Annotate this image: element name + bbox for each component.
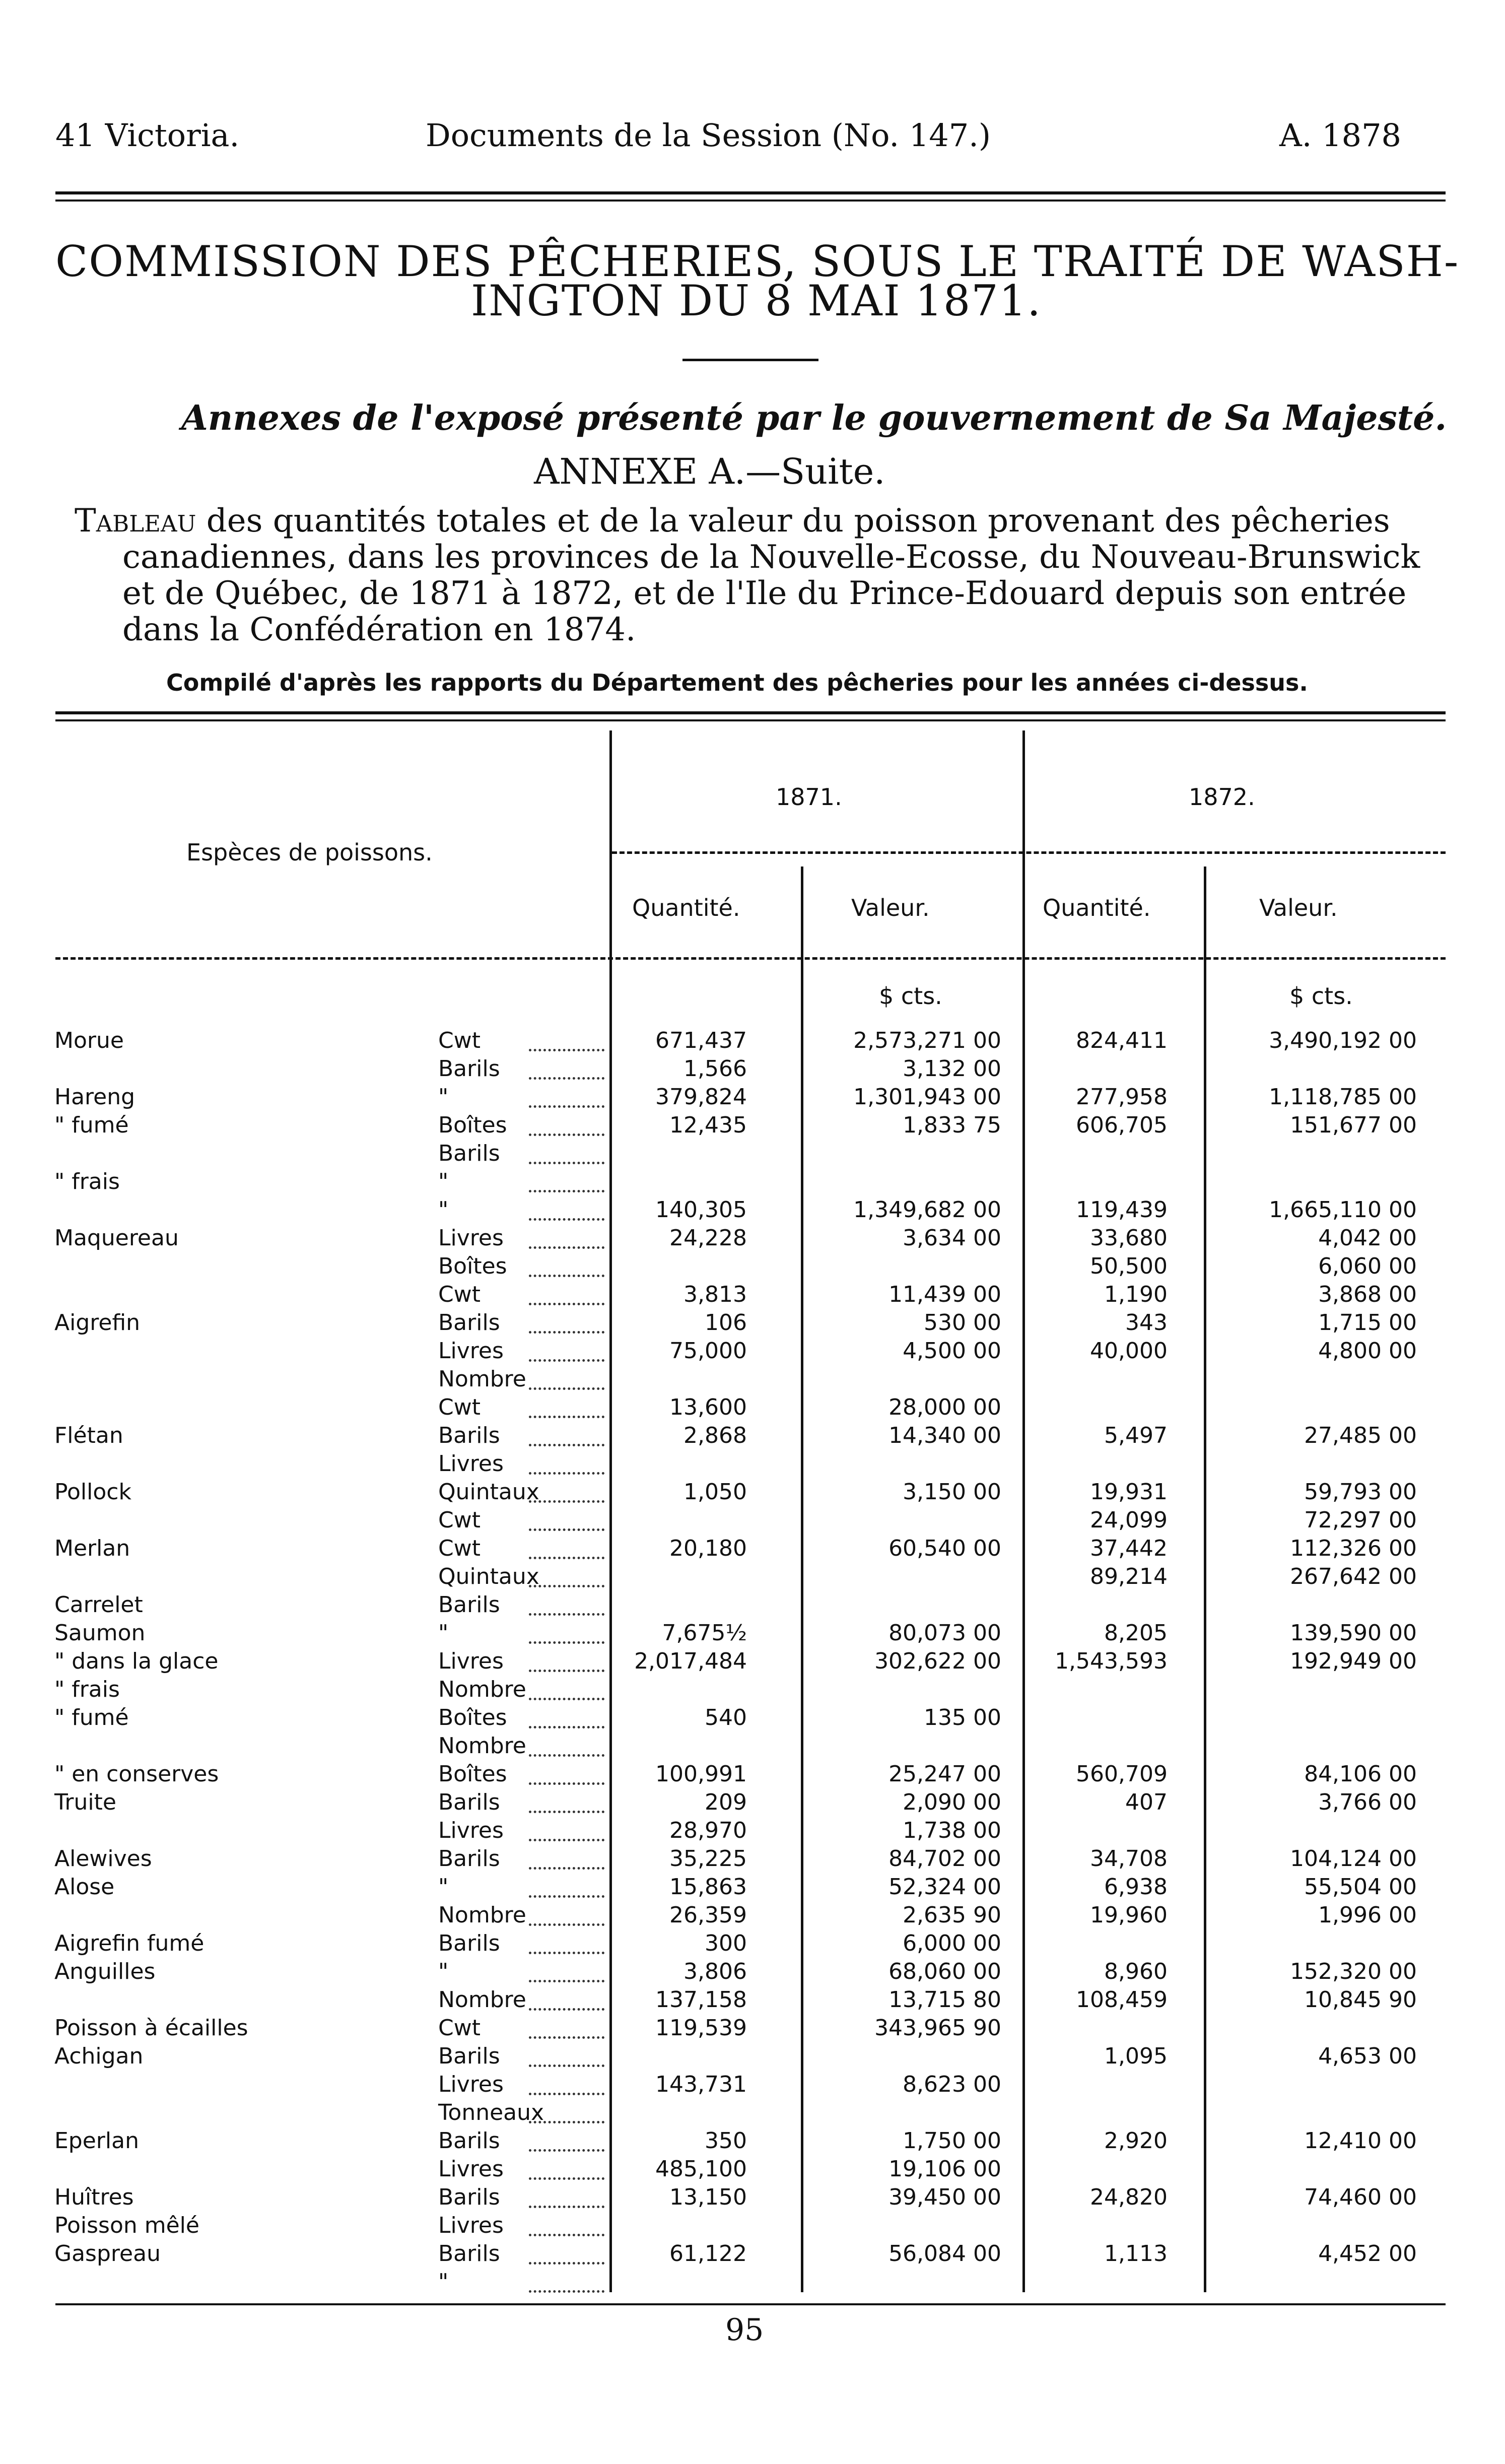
value-1871: 25,247 00	[888, 1761, 1001, 1787]
qty-1872: 8,960	[1104, 1959, 1168, 1984]
leader-dots	[529, 2234, 604, 2236]
qty-1871: 7,675½	[662, 1620, 747, 1646]
intro-text: des quantités totales et de la valeur du poisson provenant des pêcheries canadiennes, dans les provinces de la Nouvelle-Ecosse, du Nouveau-Brunswick et de Québec, de 1871 à 1872, et de l'Ile du Prince-Edouard depuis son entrée dans la Confédération en 1874.	[122, 502, 1420, 648]
value-1872: 1,715 00	[1318, 1310, 1417, 1336]
qty-1871: 106	[705, 1310, 747, 1336]
value-1871: 13,715 80	[888, 1987, 1001, 2013]
qty-1871: 209	[705, 1789, 747, 1815]
leader-dots	[529, 1698, 604, 1700]
leader-dots	[529, 1331, 604, 1334]
unit-label: Barils	[438, 1592, 500, 1618]
col-line-3	[1022, 730, 1025, 2292]
leader-dots	[529, 1105, 604, 1108]
qty-1871: 379,824	[655, 1084, 747, 1110]
species-label: Pollock	[54, 1479, 131, 1505]
unit-label: Barils	[438, 2184, 500, 2210]
value-1872: 151,677 00	[1290, 1112, 1417, 1138]
value-1871: 1,738 00	[903, 1818, 1001, 1843]
unit-label: Cwt	[438, 1282, 481, 1307]
qty-1872: 24,820	[1090, 2184, 1168, 2210]
qty-1871-header: Quantité.	[632, 894, 740, 921]
qty-1872: 19,931	[1090, 1479, 1168, 1505]
val-1872-header: Valeur.	[1259, 894, 1338, 921]
leader-dots	[529, 1839, 604, 1841]
unit-label: Boîtes	[438, 1253, 507, 1279]
value-1871: 2,090 00	[903, 1789, 1001, 1815]
value-1871: 19,106 00	[888, 2156, 1001, 2182]
value-1871: 1,301,943 00	[853, 1084, 1001, 1110]
leader-dots	[529, 2290, 604, 2293]
unit-label: Boîtes	[438, 1761, 507, 1787]
table-rule-top2	[55, 719, 1446, 721]
unit-label: "	[438, 2269, 449, 2295]
leader-dots	[529, 1444, 604, 1446]
qty-1872: 50,500	[1090, 1253, 1168, 1279]
value-1871: 28,000 00	[888, 1394, 1001, 1420]
value-1872: 267,642 00	[1290, 1564, 1417, 1589]
qty-1871: 119,539	[655, 2015, 747, 2041]
value-1872: 27,485 00	[1304, 1423, 1417, 1448]
leader-dots	[529, 1077, 604, 1080]
qty-1872: 8,205	[1104, 1620, 1168, 1646]
unit-label: Barils	[438, 1846, 500, 1872]
annexe-heading: ANNEXE A.—Suite.	[534, 451, 885, 492]
unit-label: Boîtes	[438, 1112, 507, 1138]
table-rule-bottom	[55, 2303, 1446, 2305]
value-1871: 1,833 75	[903, 1112, 1001, 1138]
year-1871: 1871.	[776, 783, 842, 811]
qty-1872: 33,680	[1090, 1225, 1168, 1251]
unit-label: Barils	[438, 1310, 500, 1336]
unit-label: Barils	[438, 2128, 500, 2154]
unit-label: Livres	[438, 1338, 504, 1364]
leader-dots	[529, 1726, 604, 1728]
unit-label: Nombre	[438, 1733, 526, 1759]
species-label: Hareng	[54, 1084, 135, 1110]
currency-1872: $ cts.	[1289, 982, 1353, 1010]
unit-label: Cwt	[438, 1028, 481, 1053]
leader-dots	[529, 1275, 604, 1277]
species-label: " dans la glace	[54, 1648, 219, 1674]
qty-1872: 277,958	[1076, 1084, 1168, 1110]
qty-1871: 12,435	[669, 1112, 747, 1138]
qty-1872: 824,411	[1076, 1028, 1168, 1053]
leader-dots	[529, 1641, 604, 1644]
qty-1871: 540	[705, 1705, 747, 1730]
leader-dots	[529, 1557, 604, 1559]
value-1871: 302,622 00	[874, 1648, 1001, 1674]
value-1871: 56,084 00	[888, 2241, 1001, 2267]
intro-paragraph	[75, 502, 1427, 648]
unit-label: "	[438, 1197, 449, 1223]
species-label: Truite	[54, 1789, 116, 1815]
value-1871: 68,060 00	[888, 1959, 1001, 1984]
col-line-1	[609, 730, 612, 2292]
qty-1872: 1,190	[1104, 1282, 1168, 1307]
qty-1872: 560,709	[1076, 1761, 1168, 1787]
value-1871: 3,150 00	[903, 1479, 1001, 1505]
value-1872: 4,800 00	[1318, 1338, 1417, 1364]
species-label: Aigrefin	[54, 1310, 141, 1336]
qty-1872: 6,938	[1104, 1874, 1168, 1900]
qty-1872: 606,705	[1076, 1112, 1168, 1138]
leader-dots	[529, 1049, 604, 1051]
value-1871: 343,965 90	[874, 2015, 1001, 2041]
qty-1871: 24,228	[669, 1225, 747, 1251]
value-1872: 4,452 00	[1318, 2241, 1417, 2267]
unit-label: Nombre	[438, 1987, 526, 2013]
unit-label: Livres	[438, 1818, 504, 1843]
value-1872: 55,504 00	[1304, 1874, 1417, 1900]
qty-1871: 671,437	[655, 1028, 747, 1053]
leader-dots	[529, 1895, 604, 1898]
value-1871: 135 00	[924, 1705, 1001, 1730]
value-1871: 2,635 90	[903, 1902, 1001, 1928]
leader-dots	[529, 1782, 604, 1785]
unit-label: Barils	[438, 2241, 500, 2267]
qty-1871: 28,970	[669, 1818, 747, 1843]
unit-label: Boîtes	[438, 1705, 507, 1730]
species-label: Poisson mêlé	[54, 2213, 199, 2238]
species-label: Carrelet	[54, 1592, 143, 1618]
unit-label: "	[438, 1874, 449, 1900]
leader-dots	[529, 1472, 604, 1475]
leader-dots	[529, 1528, 604, 1531]
species-header: Espèces de poissons.	[186, 839, 433, 866]
value-1871: 39,450 00	[888, 2184, 1001, 2210]
value-1871: 80,073 00	[888, 1620, 1001, 1646]
leader-dots	[529, 1754, 604, 1757]
species-label: Huîtres	[54, 2184, 134, 2210]
leader-dots	[529, 2065, 604, 2067]
value-1872: 3,868 00	[1318, 1282, 1417, 1307]
species-label: " frais	[54, 1169, 120, 1194]
value-1871: 60,540 00	[888, 1536, 1001, 1561]
unit-label: Quintaux	[438, 1479, 539, 1505]
qty-1872: 1,113	[1104, 2241, 1168, 2267]
qty-1871: 137,158	[655, 1987, 747, 2013]
unit-label: Barils	[438, 1789, 500, 1815]
currency-1871: $ cts.	[879, 982, 942, 1010]
qty-1871: 35,225	[669, 1846, 747, 1872]
species-label: Achigan	[54, 2043, 144, 2069]
leader-dots	[529, 1134, 604, 1136]
species-label: Morue	[54, 1028, 124, 1053]
unit-label: Quintaux	[438, 1564, 539, 1589]
qty-1872: 343	[1125, 1310, 1168, 1336]
value-1871: 14,340 00	[888, 1423, 1001, 1448]
species-label: Gaspreau	[54, 2241, 161, 2267]
unit-label: Livres	[438, 2213, 504, 2238]
value-1872: 3,490,192 00	[1269, 1028, 1417, 1053]
qty-1871: 100,991	[655, 1761, 747, 1787]
leader-dots	[529, 1980, 604, 1982]
value-1872: 4,042 00	[1318, 1225, 1417, 1251]
leader-dots	[529, 2036, 604, 2039]
intro-lead: Tableau	[75, 502, 196, 540]
qty-1871: 26,359	[669, 1902, 747, 1928]
value-1871: 3,132 00	[903, 1056, 1001, 1082]
value-1872: 72,297 00	[1304, 1507, 1417, 1533]
species-label: Eperlan	[54, 2128, 139, 2154]
value-1871: 530 00	[924, 1310, 1001, 1336]
unit-label: Barils	[438, 2043, 500, 2069]
qty-1872: 2,920	[1104, 2128, 1168, 2154]
qty-1871: 300	[705, 1930, 747, 1956]
header-rule-bottom	[55, 199, 1446, 202]
col-line-4	[1204, 867, 1206, 2292]
qty-1871: 143,731	[655, 2072, 747, 2097]
qty-1872: 89,214	[1090, 1564, 1168, 1589]
leader-dots	[529, 1923, 604, 1926]
leader-dots	[529, 2177, 604, 2180]
value-1872: 1,118,785 00	[1269, 1084, 1417, 1110]
unit-label: Cwt	[438, 2015, 481, 2041]
leader-dots	[529, 1416, 604, 1418]
qty-1872: 119,439	[1076, 1197, 1168, 1223]
unit-label: Cwt	[438, 1394, 481, 1420]
leader-dots	[529, 2093, 604, 2095]
qty-1871: 350	[705, 2128, 747, 2154]
qty-1872: 108,459	[1076, 1987, 1168, 2013]
qty-1872: 37,442	[1090, 1536, 1168, 1561]
unit-label: Livres	[438, 2156, 504, 2182]
species-label: Maquereau	[54, 1225, 179, 1251]
unit-label: Livres	[438, 1451, 504, 1477]
leader-dots	[529, 2149, 604, 2152]
species-label: Flétan	[54, 1423, 123, 1448]
unit-label: Barils	[438, 1423, 500, 1448]
value-1871: 6,000 00	[903, 1930, 1001, 1956]
qty-1872: 24,099	[1090, 1507, 1168, 1533]
leader-dots	[529, 2008, 604, 2011]
qty-1871: 61,122	[669, 2241, 747, 2267]
unit-label: Cwt	[438, 1536, 481, 1561]
leader-dots	[529, 1670, 604, 1672]
leader-dots	[529, 1162, 604, 1164]
col-line-2	[801, 867, 803, 2292]
leader-dots	[529, 1811, 604, 1813]
qty-1872: 34,708	[1090, 1846, 1168, 1872]
value-1871: 4,500 00	[903, 1338, 1001, 1364]
leader-dots	[529, 2206, 604, 2208]
qty-1871: 15,863	[669, 1874, 747, 1900]
value-1872: 59,793 00	[1304, 1479, 1417, 1505]
qty-1872: 1,095	[1104, 2043, 1168, 2069]
leader-dots	[529, 1359, 604, 1362]
leader-dots	[529, 2121, 604, 2123]
value-1872: 10,845 90	[1304, 1987, 1417, 2013]
value-1872: 74,460 00	[1304, 2184, 1417, 2210]
value-1871: 8,623 00	[903, 2072, 1001, 2097]
leader-dots	[529, 1218, 604, 1221]
qty-1871: 1,050	[683, 1479, 747, 1505]
qty-1872: 407	[1125, 1789, 1168, 1815]
leader-dots	[529, 1246, 604, 1249]
value-1871: 11,439 00	[888, 1282, 1001, 1307]
unit-label: Nombre	[438, 1366, 526, 1392]
qty-1871: 485,100	[655, 2156, 747, 2182]
species-label: Poisson à écailles	[54, 2015, 248, 2041]
unit-label: Tonneaux	[438, 2100, 544, 2125]
unit-label: Livres	[438, 2072, 504, 2097]
value-1872: 6,060 00	[1318, 1253, 1417, 1279]
leader-dots	[529, 1867, 604, 1870]
qty-1871: 13,600	[669, 1394, 747, 1420]
species-label: Saumon	[54, 1620, 146, 1646]
qty-1871: 20,180	[669, 1536, 747, 1561]
value-1872: 139,590 00	[1290, 1620, 1417, 1646]
leader-dots	[529, 1190, 604, 1192]
value-1872: 12,410 00	[1304, 2128, 1417, 2154]
species-label: " frais	[54, 1677, 120, 1702]
unit-label: "	[438, 1959, 449, 1984]
title-line2: INGTON DU 8 MAI 1871.	[471, 276, 1042, 325]
value-1872: 1,996 00	[1318, 1902, 1417, 1928]
leader-dots	[529, 1303, 604, 1305]
val-1871-header: Valeur.	[851, 894, 930, 921]
species-label: Alewives	[54, 1846, 152, 1872]
qty-1872: 1,543,593	[1055, 1648, 1168, 1674]
qty-1871: 13,150	[669, 2184, 747, 2210]
value-1872: 192,949 00	[1290, 1648, 1417, 1674]
subtitle: Annexes de l'exposé présenté par le gouvernement de Sa Majesté.	[181, 398, 1447, 438]
species-label: Alose	[54, 1874, 115, 1900]
qty-1872: 5,497	[1104, 1423, 1168, 1448]
value-1871: 2,573,271 00	[853, 1028, 1001, 1053]
page-number: 95	[725, 2312, 764, 2348]
leader-dots	[529, 1952, 604, 1954]
header-right: A. 1878	[1279, 117, 1401, 154]
title-line1: COMMISSION DES PÊCHERIES, SOUS LE TRAITÉ DE WASH-	[55, 237, 1460, 286]
title-divider	[682, 359, 818, 361]
unit-label: Cwt	[438, 1507, 481, 1533]
species-label: " fumé	[54, 1112, 129, 1138]
qty-1872: 40,000	[1090, 1338, 1168, 1364]
leader-dots	[529, 2262, 604, 2265]
header-center: Documents de la Session (No. 147.)	[426, 117, 991, 154]
species-label: Anguilles	[54, 1959, 156, 1984]
value-1871: 52,324 00	[888, 1874, 1001, 1900]
species-label: Merlan	[54, 1536, 130, 1561]
qty-1871: 75,000	[669, 1338, 747, 1364]
value-1872: 4,653 00	[1318, 2043, 1417, 2069]
leader-dots	[529, 1500, 604, 1503]
unit-label: Livres	[438, 1225, 504, 1251]
value-1872: 3,766 00	[1318, 1789, 1417, 1815]
value-1872: 84,106 00	[1304, 1761, 1417, 1787]
unit-label: Barils	[438, 1056, 500, 1082]
header-rule-top	[55, 191, 1446, 194]
qty-1871: 140,305	[655, 1197, 747, 1223]
value-1871: 1,750 00	[903, 2128, 1001, 2154]
unit-label: "	[438, 1169, 449, 1194]
unit-label: Barils	[438, 1141, 500, 1166]
header-left: 41 Victoria.	[55, 117, 240, 154]
table-rule-top	[55, 711, 1446, 714]
leader-dots	[529, 1585, 604, 1587]
year-divider	[612, 851, 1446, 854]
species-label: " fumé	[54, 1705, 129, 1730]
value-1871: 84,702 00	[888, 1846, 1001, 1872]
value-1872: 104,124 00	[1290, 1846, 1417, 1872]
species-label: Aigrefin fumé	[54, 1930, 204, 1956]
unit-label: Nombre	[438, 1902, 526, 1928]
species-label: " en conserves	[54, 1761, 219, 1787]
unit-label: Nombre	[438, 1677, 526, 1702]
value-1872: 1,665,110 00	[1269, 1197, 1417, 1223]
qty-1871: 3,813	[683, 1282, 747, 1307]
unit-label: Livres	[438, 1648, 504, 1674]
qty-1872: 19,960	[1090, 1902, 1168, 1928]
unit-label: Barils	[438, 1930, 500, 1956]
value-1872: 112,326 00	[1290, 1536, 1417, 1561]
qty-1872-header: Quantité.	[1043, 894, 1151, 921]
value-1872: 152,320 00	[1290, 1959, 1417, 1984]
qty-1871: 2,017,484	[634, 1648, 747, 1674]
compiled-note: Compilé d'après les rapports du Département des pêcheries pour les années ci-dessus.	[166, 669, 1308, 696]
qty-1871: 3,806	[683, 1959, 747, 1984]
year-1872: 1872.	[1189, 783, 1255, 811]
unit-label: "	[438, 1620, 449, 1646]
unit-label: "	[438, 1084, 449, 1110]
value-1871: 1,349,682 00	[853, 1197, 1001, 1223]
qty-1871: 2,868	[683, 1423, 747, 1448]
leader-dots	[529, 1387, 604, 1390]
qty-1871: 1,566	[683, 1056, 747, 1082]
leader-dots	[529, 1613, 604, 1616]
header-bottom-divider	[55, 957, 1446, 960]
value-1871: 3,634 00	[903, 1225, 1001, 1251]
